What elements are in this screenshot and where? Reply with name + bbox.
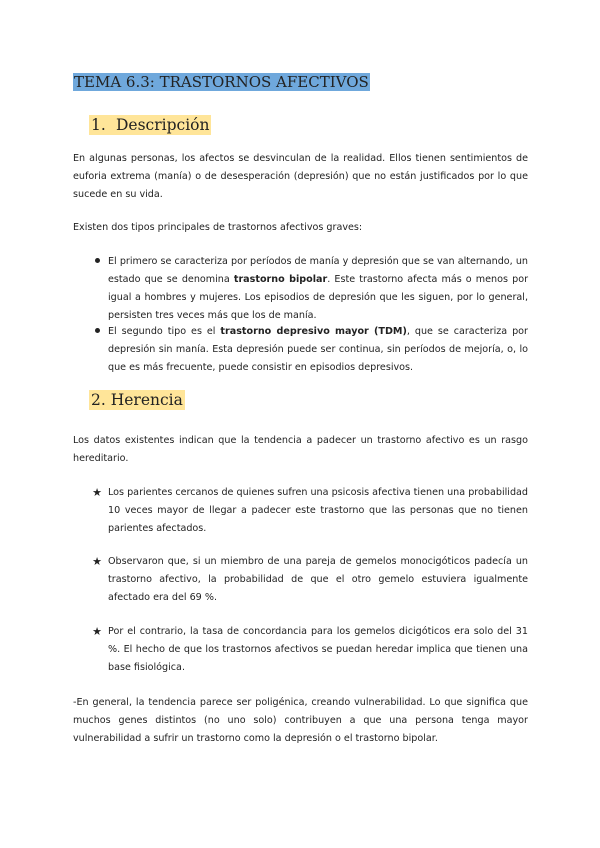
list-item — [92, 623, 528, 677]
list-item-text: Por el contrario, la tasa de concordancia para los gemelos dicigóticos era solo del 31 %. El hecho de que los trastornos afectivos se puedan heredar implica que tienen una base fisiológica. — [108, 626, 528, 673]
star-bullet-icon: ★ — [92, 486, 102, 499]
term-bipolar: trastorno bipolar — [233, 274, 328, 285]
dot-bullet-icon — [90, 253, 104, 271]
list-item — [92, 553, 528, 607]
paragraph-intro: En algunas personas, los afectos se desvinculan de la realidad. Ellos tienen sentimientos de euforia extrema (manía) o de desesperación (depresión) que no están justificados por lo que sucede en su vida. — [73, 153, 528, 200]
star-bullet-icon: ★ — [92, 555, 102, 568]
list-item — [108, 323, 528, 377]
section-heading-descripcion — [89, 114, 211, 136]
list-item-text: El segundo tipo es el — [108, 326, 221, 337]
paragraph-types-intro: Existen dos tipos principales de trastornos afectivos graves: — [73, 222, 363, 233]
star-bullet-icon: ★ — [92, 625, 102, 638]
page-title-text: TEMA 6.3: TRASTORNOS AFECTIVOS — [74, 73, 369, 91]
dot-bullet-icon — [90, 323, 104, 341]
list-item-text: El primero se caracteriza por períodos de manía y depresión que se van alternando, un estado que se denomina — [108, 256, 528, 285]
section-title: 2. Herencia — [91, 391, 183, 409]
page-title — [73, 72, 370, 92]
list-item-text: Los parientes cercanos de quienes sufren una psicosis afectiva tienen una probabilidad 10 veces mayor de llegar a padecer este trastorno que las personas que no tienen parientes afectados. — [108, 487, 528, 534]
paragraph-heredity-intro: Los datos existentes indican que la tendencia a padecer un trastorno afectivo es un rasgo hereditario. — [73, 435, 528, 464]
section-heading-highlight — [89, 115, 211, 135]
paragraph-polygenic: -En general, la tendencia parece ser poligénica, creando vulnerabilidad. Lo que significa que muchos genes distintos (no uno solo) contribuyen a que una persona tenga mayor vulnerabilidad a sufrir un trastorno como la depresión o el trastorno bipolar. — [73, 697, 528, 744]
section-heading-herencia — [89, 389, 185, 411]
section-title: Descripción — [116, 116, 210, 134]
term-tdm: trastorno depresivo mayor (TDM) — [220, 326, 407, 337]
section-number: 1. — [91, 116, 106, 134]
list-item — [108, 253, 528, 325]
list-item-text: . Este trastorno afecta más o menos por igual a hombres y mujeres. Los episodios de depresión que les siguen, por lo general, persisten tres veces más que los de manía. — [108, 274, 529, 321]
list-item-text: Observaron que, si un miembro de una pareja de gemelos monocigóticos padecía un trastorno afectivo, la probabilidad de que el otro gemelo estuviera igualmente afectado era del 69 %. — [108, 556, 528, 603]
list-item — [92, 484, 528, 538]
list-item-text: , que se caracteriza por depresión sin manía. Esta depresión puede ser continua, sin períodos de mejoría, o, lo que es más frecuente, puede consistir en episodios depresivos. — [108, 326, 528, 373]
